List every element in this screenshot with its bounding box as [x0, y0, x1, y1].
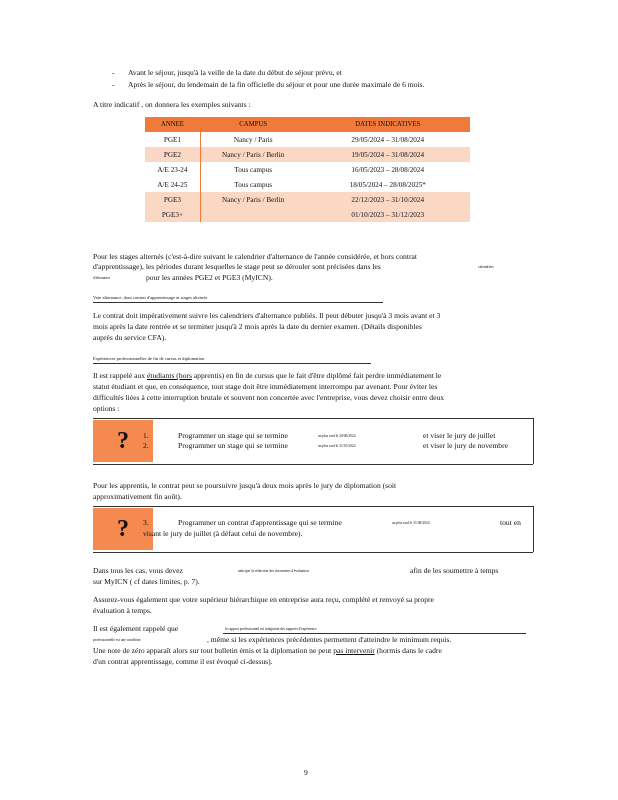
box2-opt3-num: 3.	[143, 518, 149, 527]
section1-title: Voie alternance, dont contrat d'apprentissage et stages alternés	[93, 295, 208, 300]
assurez-line-1: Assurez-vous également que votre supérieur hiérarchique en entreprise aura reçu, complété et renvoyé sa propre	[93, 595, 434, 604]
bullet-dash-2: -	[112, 80, 115, 89]
cell-annee: A/E 23-24	[157, 165, 188, 174]
alt-tiny-alternance: d'alternance	[93, 276, 111, 280]
cell-annee: PGE3	[145, 192, 200, 207]
apprentis-line-2: approximativement fin août).	[93, 492, 182, 501]
table-row	[145, 207, 470, 222]
alt-tiny-calendriers: calendriers	[478, 265, 494, 269]
rappel-line-1: Il est également rappelé que	[93, 624, 179, 633]
section2-line-1	[93, 371, 441, 382]
section2-line-4: options :	[93, 404, 120, 413]
page-number: 9	[304, 768, 308, 777]
section2-rule	[93, 363, 371, 364]
assurez-line-2: évaluation à temps.	[93, 606, 152, 615]
cell-annee: PGE3+	[145, 207, 200, 222]
section2-line-1b: étudiants (hors	[146, 371, 192, 380]
rappel-line-2: , même si les expériences précédentes permettent d'atteindre le minimum requis.	[207, 635, 452, 644]
cell-campus: Nancy / Paris	[200, 132, 305, 147]
header-dates: DATES INDICATIVES	[306, 117, 470, 132]
section2-title: Expériences professionnelles de fin de cursus et diplomation	[93, 356, 205, 361]
header-annee: ANNEE	[145, 117, 200, 132]
rappel-line-3a: Une note de zéro apparaît alors sur tout bulletin émis et la diplomation ne peut	[93, 646, 332, 655]
alt-text-line-1: Pour les stages alternés (c'est-à-dire suivant le calendrier d'alternance de l'année considérée, et hors contrat	[93, 252, 417, 261]
cell-dates: 29/05/2024 – 31/08/2024	[351, 135, 425, 144]
cell-annee: A/E 24-25	[157, 180, 188, 189]
section1-rule	[93, 302, 383, 303]
box1-opt1-text: Programmer un stage qui se termine	[178, 431, 288, 440]
box1-bottom-rule	[93, 464, 533, 465]
box2-opt3-end: tout en	[500, 518, 521, 527]
cell-dates: 22/12/2023 – 31/10/2024	[306, 192, 470, 207]
box1-opt2-tiny: au plus tard le 31/10/2024	[318, 444, 356, 448]
cases-line-1b: afin de les soumettre à temps	[410, 566, 499, 575]
cell-annee: PGE1	[163, 135, 182, 144]
cell-dates: 01/10/2023 – 31/12/2023	[306, 207, 470, 222]
box2-divider	[533, 506, 534, 552]
box1-divider	[533, 418, 534, 464]
cell-campus: Tous campus	[200, 177, 305, 192]
alt-text-line-2: d'apprentissage), les périodes durant lesquelles le stage peut se dérouler sont précisées dans les	[93, 262, 381, 271]
table-row	[145, 177, 470, 192]
cell-dates: 16/05/2023 – 28/08/2024	[351, 165, 425, 174]
box1-opt1-end: et viser le jury de juillet	[423, 431, 496, 440]
table-header-row	[145, 117, 470, 132]
dates-table	[145, 117, 470, 222]
header-campus: CAMPUS	[200, 117, 305, 132]
question-icon: ?	[93, 508, 153, 550]
box2-bottom-rule	[93, 552, 533, 553]
rappel-line-4: d'un contrat apprentissage, comme il est évoqué ci-dessus).	[93, 657, 273, 666]
box2-top-rule	[93, 506, 533, 507]
rappel-tiny: le rapport professionnel est intégrante des rapports d'expérience	[225, 627, 317, 631]
bullet-text-1: Avant le séjour, jusqu'à la veille de la date du début de séjour prévu, et	[128, 68, 342, 77]
section1-line-1: Le contrat doit impérativement suivre les calendriers d'alternance publiés. Il peut débuter jusqu'à 3 mois avant et 3	[93, 311, 441, 320]
bullet-dash-1: -	[112, 68, 115, 77]
box1-opt2-end: et viser le jury de novembre	[423, 441, 508, 450]
box1-opt2-num: 2.	[143, 441, 149, 450]
table-row	[145, 132, 470, 147]
table-row	[145, 162, 470, 177]
cases-tiny: anticiper la rédaction des documents d'évaluation	[238, 569, 309, 573]
alt-text-line-3: pour les années PGE2 et PGE3 (MyICN).	[146, 273, 273, 282]
rappel-tiny-2: professionnelle est une condition	[93, 638, 141, 642]
rappel-line-3c: (hormis dans le cadre	[376, 646, 442, 655]
box1-opt1-num: 1.	[143, 431, 149, 440]
section2-line-1c: apprentis) en fin de cursus que le fait d'être diplômé fait perdre immédiatement le	[193, 371, 442, 380]
bullet-text-2: Après le séjour, du lendemain de la fin officielle du séjour et pour une durée maximale de 6 mois.	[128, 80, 425, 89]
cell-campus: Tous campus	[200, 162, 305, 177]
cell-campus: Nancy / Paris / Berlin	[200, 147, 305, 162]
box2-opt3-tiny: au plus tard le 31/08/2024	[392, 521, 430, 525]
section1-line-3: auprès du service CFA).	[93, 333, 167, 342]
rappel-line-3b: pas intervenir	[333, 646, 375, 655]
table-row	[145, 192, 470, 207]
box1-opt2-text: Programmer un stage qui se termine	[178, 441, 288, 450]
cell-campus	[200, 207, 305, 222]
cell-annee: PGE2	[145, 147, 200, 162]
box1-top-rule	[93, 418, 533, 419]
cases-line-1a: Dans tous les cas, vous devez	[93, 566, 183, 575]
rappel-rule	[223, 633, 526, 634]
cell-dates: 18/05/2024 – 28/08/2025*	[349, 180, 426, 189]
section1-line-2: mois après la date rentrée et se terminer jusqu'à 2 mois après la date du dernier examen. (Détails disponibles	[93, 322, 422, 331]
section2-line-3: difficultés liées à cette interruption brutale et souvent non concertée avec l'entreprise, vous devez choisir entre deux	[93, 393, 445, 402]
box2-opt3-text: Programmer un contrat d'apprentissage qui se termine	[178, 518, 342, 527]
apprentis-line-1: Pour les apprentis, le contrat peut se poursuivre jusqu'à deux mois après le jury de diplomation (soit	[93, 481, 397, 490]
cell-campus: Nancy / Paris / Berlin	[200, 192, 305, 207]
question-icon: ?	[93, 420, 153, 462]
box2-opt3-line-2: visant le jury de juillet (à défaut celui de novembre).	[143, 529, 303, 538]
table-row	[145, 147, 470, 162]
section2-line-2: statut étudiant et que, en conséquence, tout stage doit être immédiatement interrompu par avenant. Pour éviter les	[93, 382, 438, 391]
intro-text: A titre indicatif , on donnera les exemples suivants :	[93, 100, 251, 109]
section2-line-1a: Il est rappelé aux	[93, 371, 146, 380]
rappel-line-3	[93, 646, 442, 657]
cell-dates: 19/05/2024 – 31/08/2024	[306, 147, 470, 162]
cases-line-2: sur MyICN ( cf dates limites, p. 7).	[93, 577, 200, 586]
box1-opt1-tiny: au plus tard le 20/06/2024	[318, 434, 356, 438]
